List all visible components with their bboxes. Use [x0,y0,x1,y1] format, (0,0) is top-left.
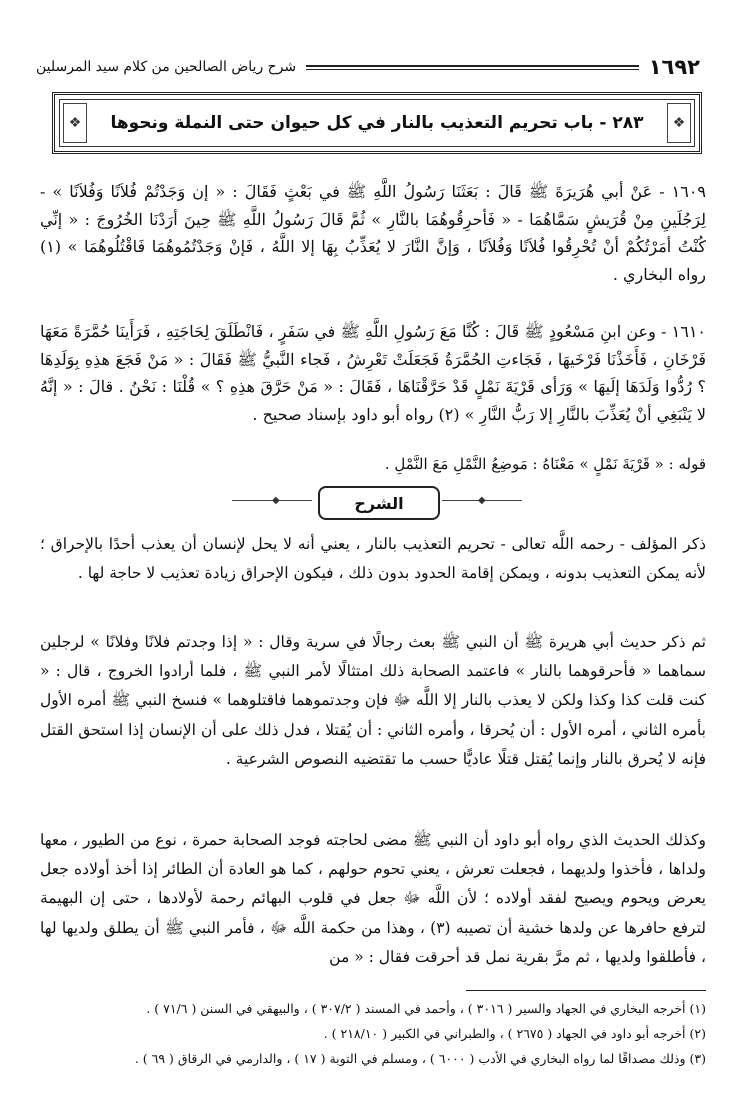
gloss-note: قوله : « قَرْيَةَ نَمْلٍ » مَعْنَاهُ : مَوضِعُ النَّمْلِ مَعَ النَّمْلِ . [384,455,706,473]
footnote-2: (٢) أخرجه أبو داود في الجهاد ( ٢٦٧٥ ) ، والطبراني في الكبير ( ٢١٨/١٠ ) . [323,1026,706,1041]
hadith-1609: ١٦٠٩ - عَنْ أبي هُرَيرَةَ ﷺ قَالَ : بَعَثَنَا رَسُولُ اللَّهِ ﷺ في بَعْثٍ فَقَالَ : « إن وَجَدْتُمْ فُلاَنًا وَفُلاَنًا » - لِرَجُلَينِ مِنْ قُرَيشٍ سَمَّاهُمَا - « فَأحرِقُوهُمَا بالنَّارِ » ثُمَّ قَالَ رَسُولُ اللَّهِ ﷺ حِينَ أرَدْنَا الخُرُوجَ : « إنِّي كُنْتُ أمَرْتُكُمْ أنْ تُحْرِقُوا فُلاَنًا وَفُلاَنًا ، وَإنَّ النَّارَ لا يُعَذِّبُ بِهَا إلا اللَّهُ ، فَإنْ وَجَدْتُمُوهُمَا فَاقْتُلُوهُمَا » (١) رواه البخاري . [40,182,706,284]
ornament-icon: ❖ [667,103,691,143]
header-rule [306,65,639,70]
sharh-section-label: الشرح [318,486,440,520]
commentary-paragraph: ذكر المؤلف - رحمه اللَّه تعالى - تحريم التعذيب بالنار ، يعني أنه لا يحل لإنسان أن يعذب أحدًا بالإحراق ؛ لأنه يمكن التعذيب بدونه ، ويمكن إقامة الحدود بدون ذلك ، فيكون الإحراق زيادة تعذيب لا حاجة لها . [40,535,706,583]
running-header [36,52,700,82]
commentary-paragraph: وكذلك الحديث الذي رواه أبو داود أن النبي ﷺ مضى لحاجته فوجد الصحابة حمرة ، نوع من الطيور ، معها ولداها ، فأخذوا ولديهما ، فجعلت تعرش ، يعني تحوم حولهم ، كما هو العادة أن الطائر إذا أخذ أولاده جعل يعرض ويحوم ويصيح لفقد أولاده ؛ لأن اللَّه ﷻ جعل في قلوب البهائم رحمة لأولادها ، حتى إن البهيمة لترفع حافرها عن ولدها خشية أن تصيبه (٣) ، وهذا من حكمة اللَّه ﷻ ، فأمر النبي ﷺ أن يطلق ولديها لها ، فأطلقوا ولديها ، ثم مرَّ بقرية نمل قد أحرقت فقال : « من [40,831,706,966]
footnote-3: (٣) وذلك مصداقًا لما رواه البخاري في الأدب ( ٦٠٠٠ ) ، ومسلم في التوبة ( ١٧ ) ، والدارمي في الرقاق ( ٦٩ ) . [134,1051,706,1066]
footnotes [40,996,706,1071]
footnote-1: (١) أخرجه البخاري في الجهاد والسير ( ٣٠١٦ ) ، وأحمد في المسند ( ٣٠٧/٢ ) ، والبيهقي في السنن ( ٧١/٦ ) . [146,1001,706,1016]
page-number: ١٦٩٢ [648,55,700,79]
commentary-paragraph: ثم ذكر حديث أبي هريرة ﷺ أن النبي ﷺ بعث رجالًا في سرية وقال : « إذا وجدتم فلانًا وفلانًا » لرجلين سماهما « فأحرقوهما بالنار » فاعتمد الصحابة ذلك امتثالًا لأمر النبي ﷺ ، فلما أرادوا الخروج ، قال : « كنت قلت كذا وكذا ولكن لا يعذب بالنار إلا اللَّه ﷻ فإن وجدتموهما فاقتلوهما » فنسخ النبي ﷺ أمره الأول بأمره الثاني ، أمره الأول : أن يُحرقا ، وأمره الثاني : أن يُقتلا ، فدل ذلك على أن الإنسان إذا استحق القتل فإنه لا يُحرق بالنار وإنما يُقتل قتلًا عاديًّا حسب ما تقتضيه النصوص الشرعية . [40,633,706,768]
ornament-icon: ❖ [63,103,87,143]
book-title: شرح رياض الصالحين من كلام سيد المرسلين [36,59,297,75]
footnote-rule [466,990,706,991]
chapter-title: ٢٨٣ - باب تحريم التعذيب بالنار في كل حيوان حتى النملة ونحوها [110,113,644,133]
diamond-icon: ◆ [272,495,280,506]
hadith-1610: ١٦١٠ - وعن ابنِ مَسْعُودٍ ﷺ قَالَ : كُنَّا مَعَ رَسُولِ اللَّهِ ﷺ في سَفَرٍ ، فَانْطَلَقَ لِحَاجَتِهِ ، فَرَأَينَا حُمَّرَةً مَعَهَا فَرْخَانِ ، فَأَخَذْنَا فَرْخَيهَا ، فَجَاءتِ الحُمَّرَةُ فَجَعَلَتْ تَعْرِشُ ، فَجاء النَّبيُّ ﷺ فَقَالَ : « مَنْ فَجَعَ هذِهِ بِوَلَدِهَا ؟ رُدُّوا وَلَدَهَا إلَيهَا » وَرَأى قَرْيَةَ نَمْلٍ قَدْ حَرَّقْنَاهَا ، فَقَالَ : « مَنْ حَرَّقَ هذِهِ ؟ » قُلْنَا : نَحْنُ . قالَ : « إنَّهُ لا يَنْبَغِي أنْ يُعَذِّبَ بالنَّارِ إلا رَبُّ النَّارِ » (٢) رواه أبو داود بإسناد صحيح . [40,322,707,424]
chapter-heading-box [52,92,702,154]
diamond-icon: ◆ [478,495,486,506]
